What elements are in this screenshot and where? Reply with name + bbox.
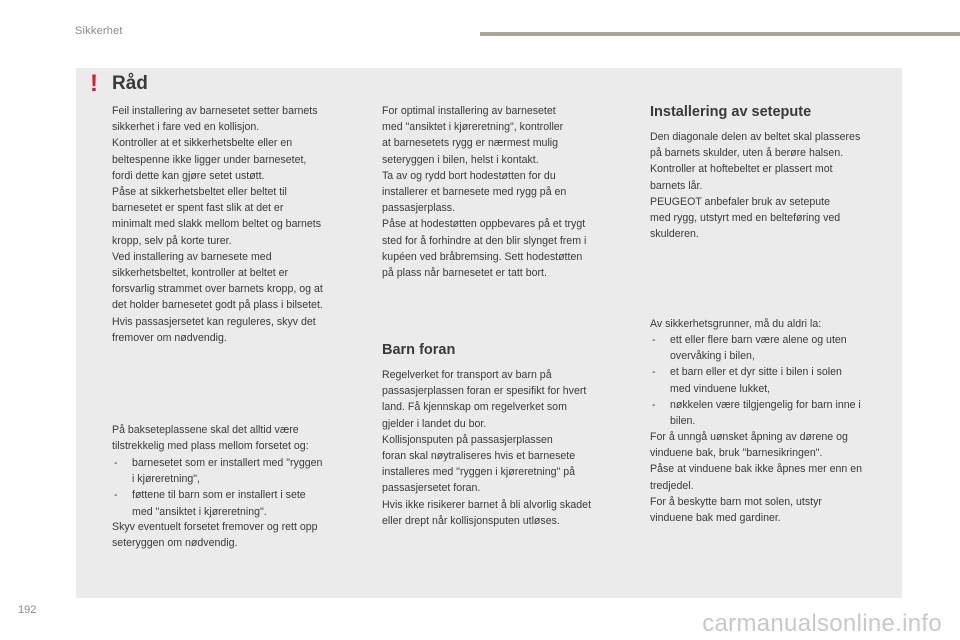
rear-space-intro: På bakseteplassene skal det alltid være tilstrekkelig med plass mellom forsetet og: — [112, 424, 309, 453]
list-item: - føttene til barn som er installert i sete med "ansiktet i kjøreretning". — [112, 487, 367, 519]
warning-icon: ! — [90, 70, 98, 97]
page-number: 192 — [18, 604, 37, 616]
list-item: - et barn eller et dyr sitte i bilen i solen med vinduene lukket, — [650, 364, 900, 396]
safety-outro: For å unngå uønsket åpning av dørene og vinduene bak, bruk "barnesikringen". Påse at vinduene bak ikke åpnes mer enn en tredjedel. For å beskytte barn mot solen, utstyr vinduene bak med gardiner. — [650, 431, 863, 525]
section-label: Sikkerhet — [75, 25, 123, 37]
advice-paragraph-2: For optimal installering av barnesetet med "ansiktet i kjøreretning", kontroller at barnesetets rygg er nærmest mulig seteryggen i bilen, helst i kontakt. Ta av og rydd bort hodestøtten for du installerer et barnesete med rygg på en passasjerplass. Påse at hodestøtten oppbevares på et trygt sted for å forhindre at den blir slynget frem i kupéen ved bråbremsing. Sett hodestøtten på plass når barnesetet er tatt bort. — [382, 105, 587, 280]
safety-list — [650, 332, 900, 429]
booster-body: Den diagonale delen av beltet skal plasseres på barnets skulder, uten å berøre halsen. Kontroller at hoftebeltet er plassert mot barnets lår. PEUGEOT anbefaler bruk av setepute med rygg, utstyrt med en belteføring ved skulderen. — [650, 131, 861, 241]
front-body: Regelverket for transport av barn på passasjerplassen foran er spesifikt for hvert land. Få kjennskap om regelverket som gjelder i landet du bor. Kollisjonsputen på passasjerplassen foran skal nøytraliseres hvis et barnesete installeres med "ryggen i kjøreretning" på passasjersetet foran. Hvis ikke risikerer barnet å bli alvorlig skadet eller drept når kollisjonsputen utløses. — [382, 369, 592, 527]
booster-title: Installering av setepute — [650, 104, 812, 120]
advice-title: Råd — [112, 73, 148, 94]
rear-space-outro: Skyv eventuelt forsetet fremover og rett opp seteryggen om nødvendig. — [112, 521, 318, 550]
list-item: - barnesetet som er installert med "ryggen i kjøreretning", — [112, 455, 367, 487]
advice-paragraph-1: Feil installering av barnesetet setter barnets sikkerhet i fare ved en kollisjon. Kontroller at et sikkerhetsbelte eller en beltespenne ikke ligger under barnesetet, fordi dette kan gjøre setet ustøtt. Påse at sikkerhetsbeltet eller beltet til barnesetet er spent fast slik at det er minimalt med slakk mellom beltet og barnets kropp, selv på korte turer. Ved installering av barnesete med sikkerhetsbeltet, kontroller at beltet er forsvarlig strammet over barnets kropp, og at det holder barnesetet godt på plass i bilsetet. Hvis passasjersetet kan reguleres, skyv det fremover om nødvendig. — [112, 105, 323, 344]
safety-intro: Av sikkerhetsgrunner, må du aldri la: — [650, 318, 822, 330]
list-item: - ett eller flere barn være alene og uten overvåking i bilen, — [650, 332, 900, 364]
rear-space-list — [112, 455, 367, 520]
header-rule — [480, 32, 960, 36]
list-item: - nøkkelen være tilgjengelig for barn inne i bilen. — [650, 397, 900, 429]
watermark: carmanualsonline.info — [702, 610, 942, 637]
front-title: Barn foran — [382, 342, 456, 358]
